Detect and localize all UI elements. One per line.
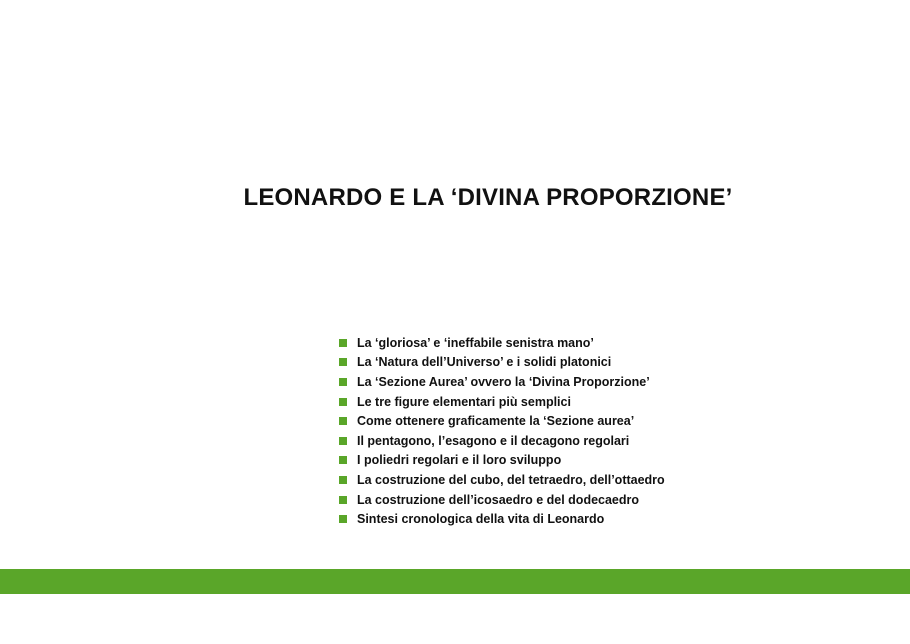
- footer-band: [0, 569, 910, 594]
- toc-item: [339, 451, 665, 471]
- table-of-contents: [339, 333, 665, 529]
- square-bullet-icon: [339, 417, 347, 425]
- square-bullet-icon: [339, 398, 347, 406]
- square-bullet-icon: [339, 437, 347, 445]
- page-title: LEONARDO E LA ‘DIVINA PROPORZIONE’: [243, 184, 733, 211]
- toc-item-label: La ‘gloriosa’ e ‘ineffabile senistra mano’: [357, 335, 594, 350]
- toc-item-label: La costruzione del cubo, del tetraedro, dell’ottaedro: [357, 472, 665, 487]
- square-bullet-icon: [339, 339, 347, 347]
- toc-item: [339, 392, 665, 412]
- square-bullet-icon: [339, 515, 347, 523]
- toc-item-label: I poliedri regolari e il loro sviluppo: [357, 453, 562, 468]
- square-bullet-icon: [339, 378, 347, 386]
- square-bullet-icon: [339, 496, 347, 504]
- square-bullet-icon: [339, 456, 347, 464]
- toc-item: [339, 470, 665, 490]
- toc-item-label: La costruzione dell’icosaedro e del dodecaedro: [357, 492, 640, 507]
- toc-item: [339, 333, 665, 353]
- square-bullet-icon: [339, 358, 347, 366]
- toc-item: [339, 509, 665, 529]
- toc-item: [339, 490, 665, 510]
- square-bullet-icon: [339, 476, 347, 484]
- toc-item-label: Come ottenere graficamente la ‘Sezione aurea’: [357, 414, 635, 429]
- toc-item: [339, 372, 665, 392]
- toc-item-label: Sintesi cronologica della vita di Leonardo: [357, 512, 605, 527]
- toc-item: [339, 353, 665, 373]
- toc-item-label: La ‘Natura dell’Universo’ e i solidi platonici: [357, 355, 612, 370]
- toc-item: [339, 431, 665, 451]
- toc-item-label: La ‘Sezione Aurea’ ovvero la ‘Divina Proporzione’: [357, 374, 650, 389]
- toc-item-label: Le tre figure elementari più semplici: [357, 394, 571, 409]
- toc-item-label: Il pentagono, l’esagono e il decagono regolari: [357, 433, 630, 448]
- toc-item: [339, 411, 665, 431]
